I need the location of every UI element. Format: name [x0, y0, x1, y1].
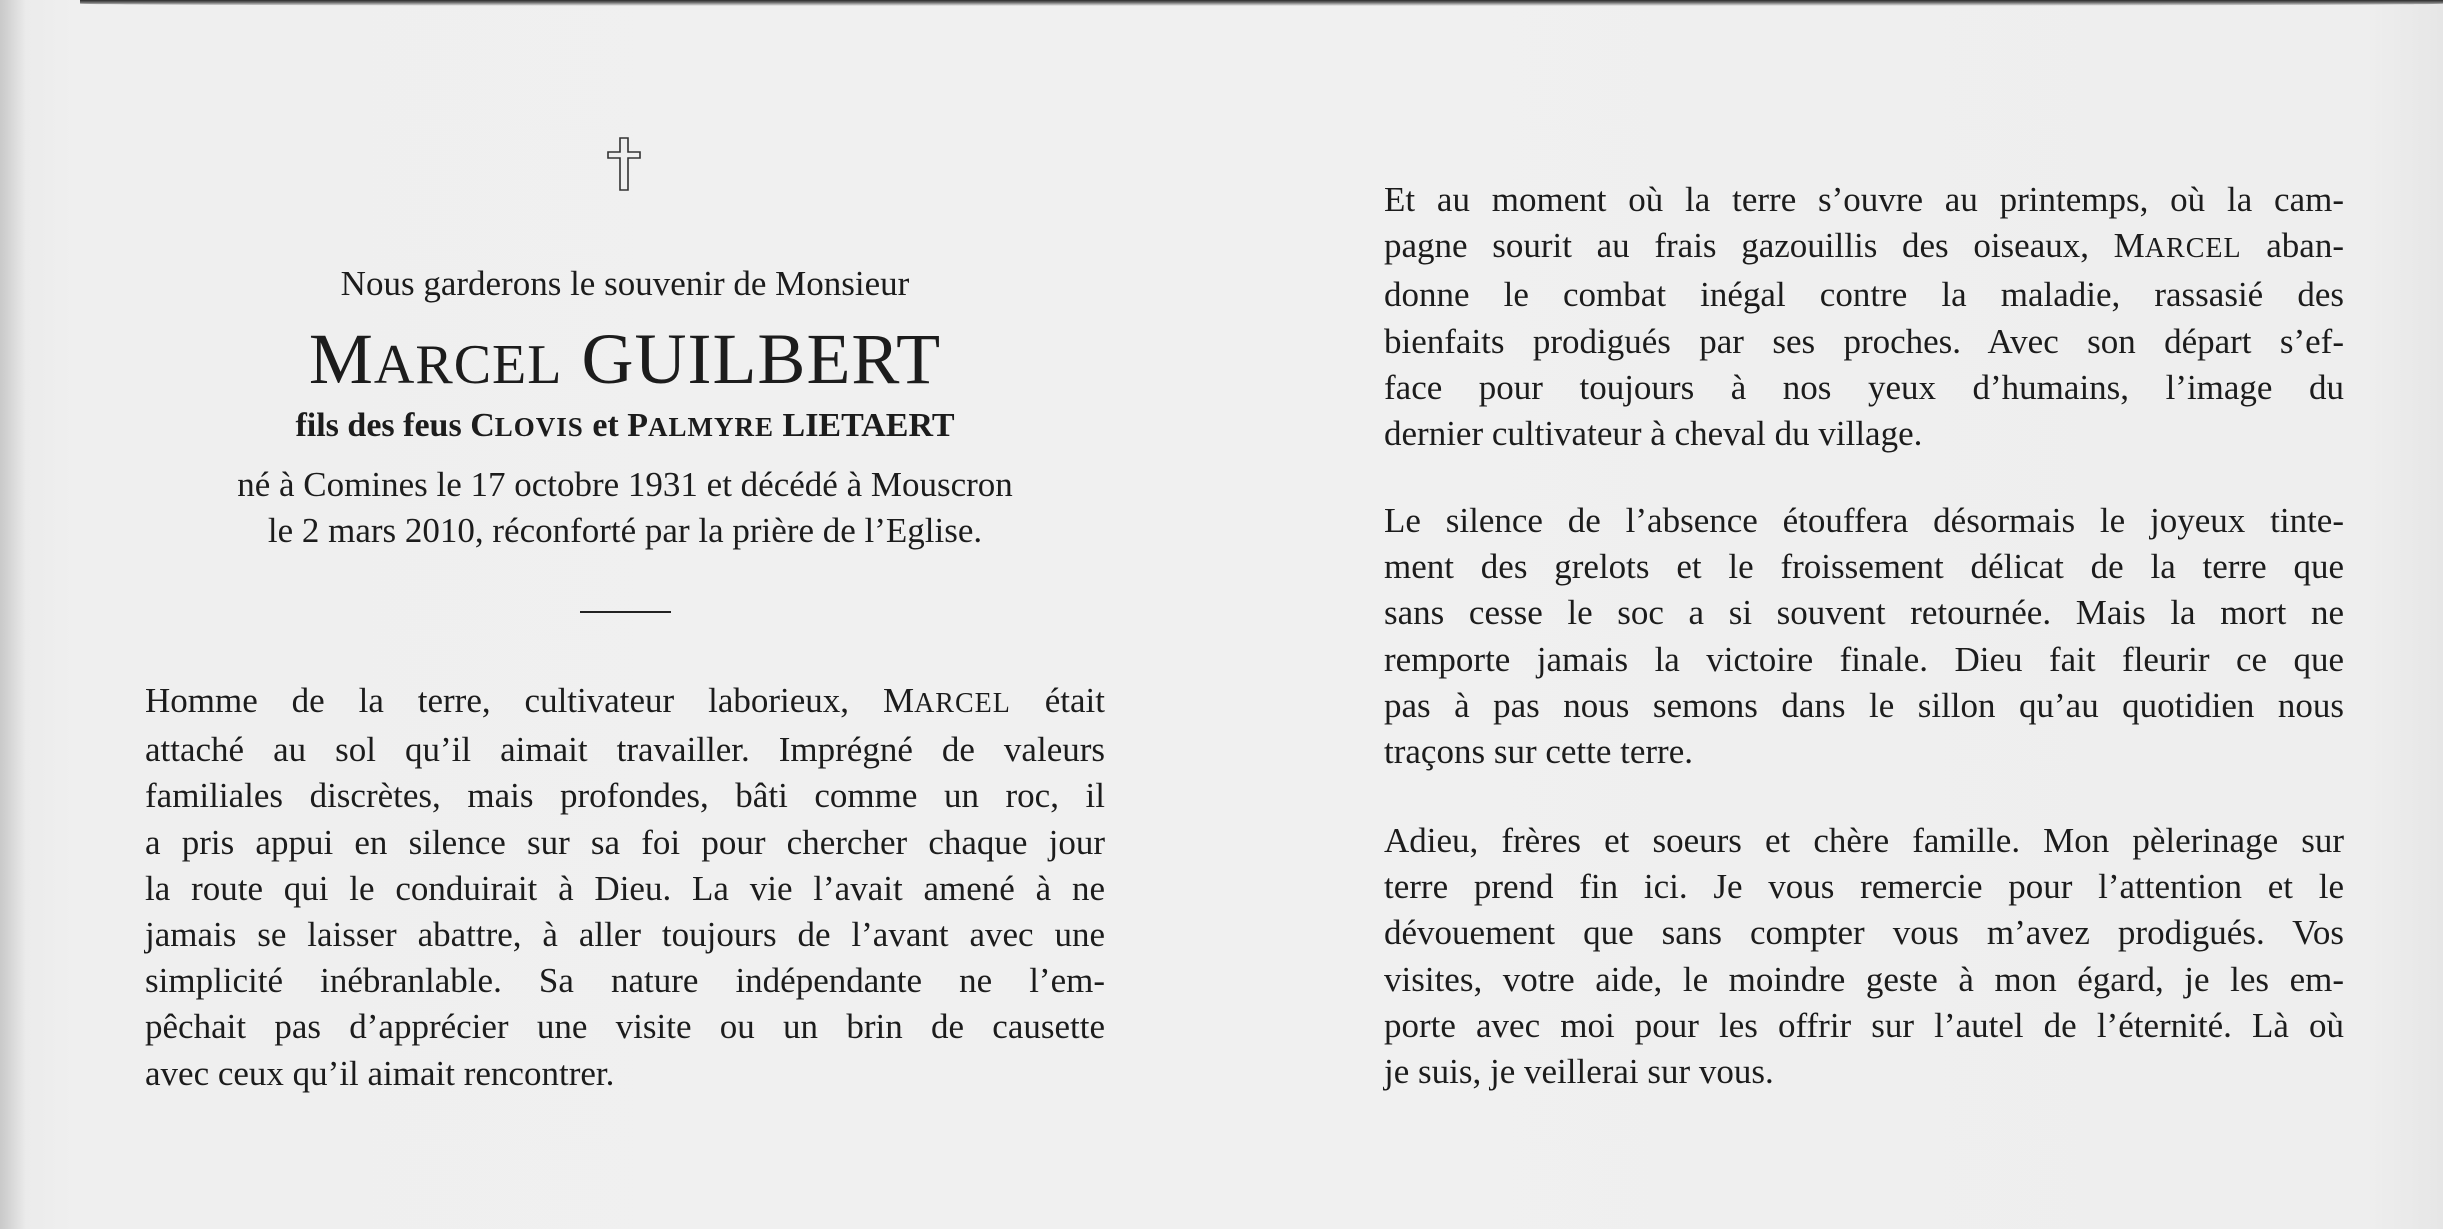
- paragraph-line: familiales discrètes, mais profondes, bâti comme un roc, il: [145, 776, 1105, 816]
- dates-text: [145, 462, 1105, 554]
- left-panel: [145, 0, 1105, 1229]
- parents-conj: et: [592, 407, 619, 444]
- paragraph-line: Et au moment où la terre s’ouvre au printemps, où la cam-: [1384, 180, 2344, 219]
- paragraph-line: remporte jamais la victoire finale. Dieu fait fleurir ce que: [1384, 639, 2344, 679]
- paragraph-line: bienfaits prodigués par ses proches. Avec son départ s’ef-: [1384, 321, 2344, 361]
- paragraph-line: traçons sur cette terre.: [1384, 732, 1694, 772]
- paragraph-line: dernier cultivateur à cheval du village.: [1384, 414, 1923, 454]
- paragraph-line: porte avec moi pour les offrir sur l’autel de l’éternité. Là où: [1384, 1005, 2344, 1045]
- deceased-name: [145, 316, 1105, 408]
- paragraph-line: Le silence de l’absence étouffera désormais le joyeux tinte-: [1384, 501, 2344, 540]
- paragraph-line: ment des grelots et le froissement délicat de la terre que: [1384, 547, 2344, 587]
- paragraph-line: pas à pas nous semons dans le sillon qu’au quotidien nous: [1384, 685, 2344, 725]
- paragraph-line: donne le combat inégal contre la maladie, rassasié des: [1384, 275, 2344, 315]
- first-name-rest: ARCEL: [373, 334, 563, 396]
- scan-left-edge: [0, 0, 26, 1229]
- farewell-paragraph-3: [1384, 818, 2344, 1095]
- first-name-initial: M: [308, 319, 374, 399]
- paragraph-line: visites, votre aide, le moindre geste à mon égard, je les em-: [1384, 959, 2344, 999]
- right-panel: [1384, 0, 2344, 1229]
- dates-line: le 2 mars 2010, réconforté par la prière de l’Eglise.: [267, 511, 983, 550]
- paragraph-line: je suis, je veillerai sur vous.: [1384, 1052, 1774, 1092]
- paragraph-line: jamais se laisser abattre, à aller toujours de l’avant avec une: [145, 915, 1105, 955]
- mother-name: PALMYRE: [627, 407, 775, 444]
- paragraph-line: la route qui le conduirait à Dieu. La vie l’avait amené à ne: [145, 868, 1105, 908]
- intro-text: Nous garderons le souvenir de Monsieur: [340, 264, 910, 303]
- divider: [580, 611, 671, 613]
- paragraph-line: a pris appui en silence sur sa foi pour chercher chaque jour: [145, 822, 1105, 862]
- paragraph-line: simplicité inébranlable. Sa nature indépendante ne l’em-: [145, 961, 1105, 1001]
- paragraph-line: Homme de la terre, cultivateur laborieux, MARCEL était: [145, 681, 1105, 720]
- father-name: CLOVIS: [470, 407, 584, 444]
- paragraph-line: sans cesse le soc a si souvent retournée. Mais la mort ne: [1384, 593, 2344, 633]
- parents-prefix: fils des feus: [295, 407, 462, 444]
- paragraph-line: pêchait pas d’apprécier une visite ou un brin de causette: [145, 1007, 1105, 1047]
- cross-icon: [604, 134, 644, 194]
- paragraph-line: dévouement que sans compter vous m’avez prodigués. Vos: [1384, 913, 2344, 953]
- paragraph-line: face pour toujours à nos yeux d’humains, l’image du: [1384, 367, 2344, 407]
- paragraph-line: pagne sourit au frais gazouillis des oiseaux, MARCEL aban-: [1384, 226, 2344, 266]
- farewell-paragraph-1: [1384, 177, 2344, 457]
- last-name: GUILBERT: [581, 319, 942, 399]
- parents-line: [145, 404, 1105, 449]
- paragraph-line: avec ceux qu’il aimait rencontrer.: [145, 1053, 615, 1093]
- paragraph-line: attaché au sol qu’il aimait travailler. Imprégné de valeurs: [145, 730, 1105, 770]
- paragraph-line: Adieu, frères et soeurs et chère famille. Mon pèlerinage sur: [1384, 821, 2344, 860]
- dates-line: né à Comines le 17 octobre 1931 et décédé à Mouscron: [237, 465, 1013, 504]
- paragraph-line: terre prend fin ici. Je vous remercie pour l’attention et le: [1384, 867, 2344, 907]
- farewell-paragraph-2: [1384, 498, 2344, 775]
- tribute-paragraph: [145, 678, 1105, 1097]
- parents-surname: LIETAERT: [782, 407, 955, 444]
